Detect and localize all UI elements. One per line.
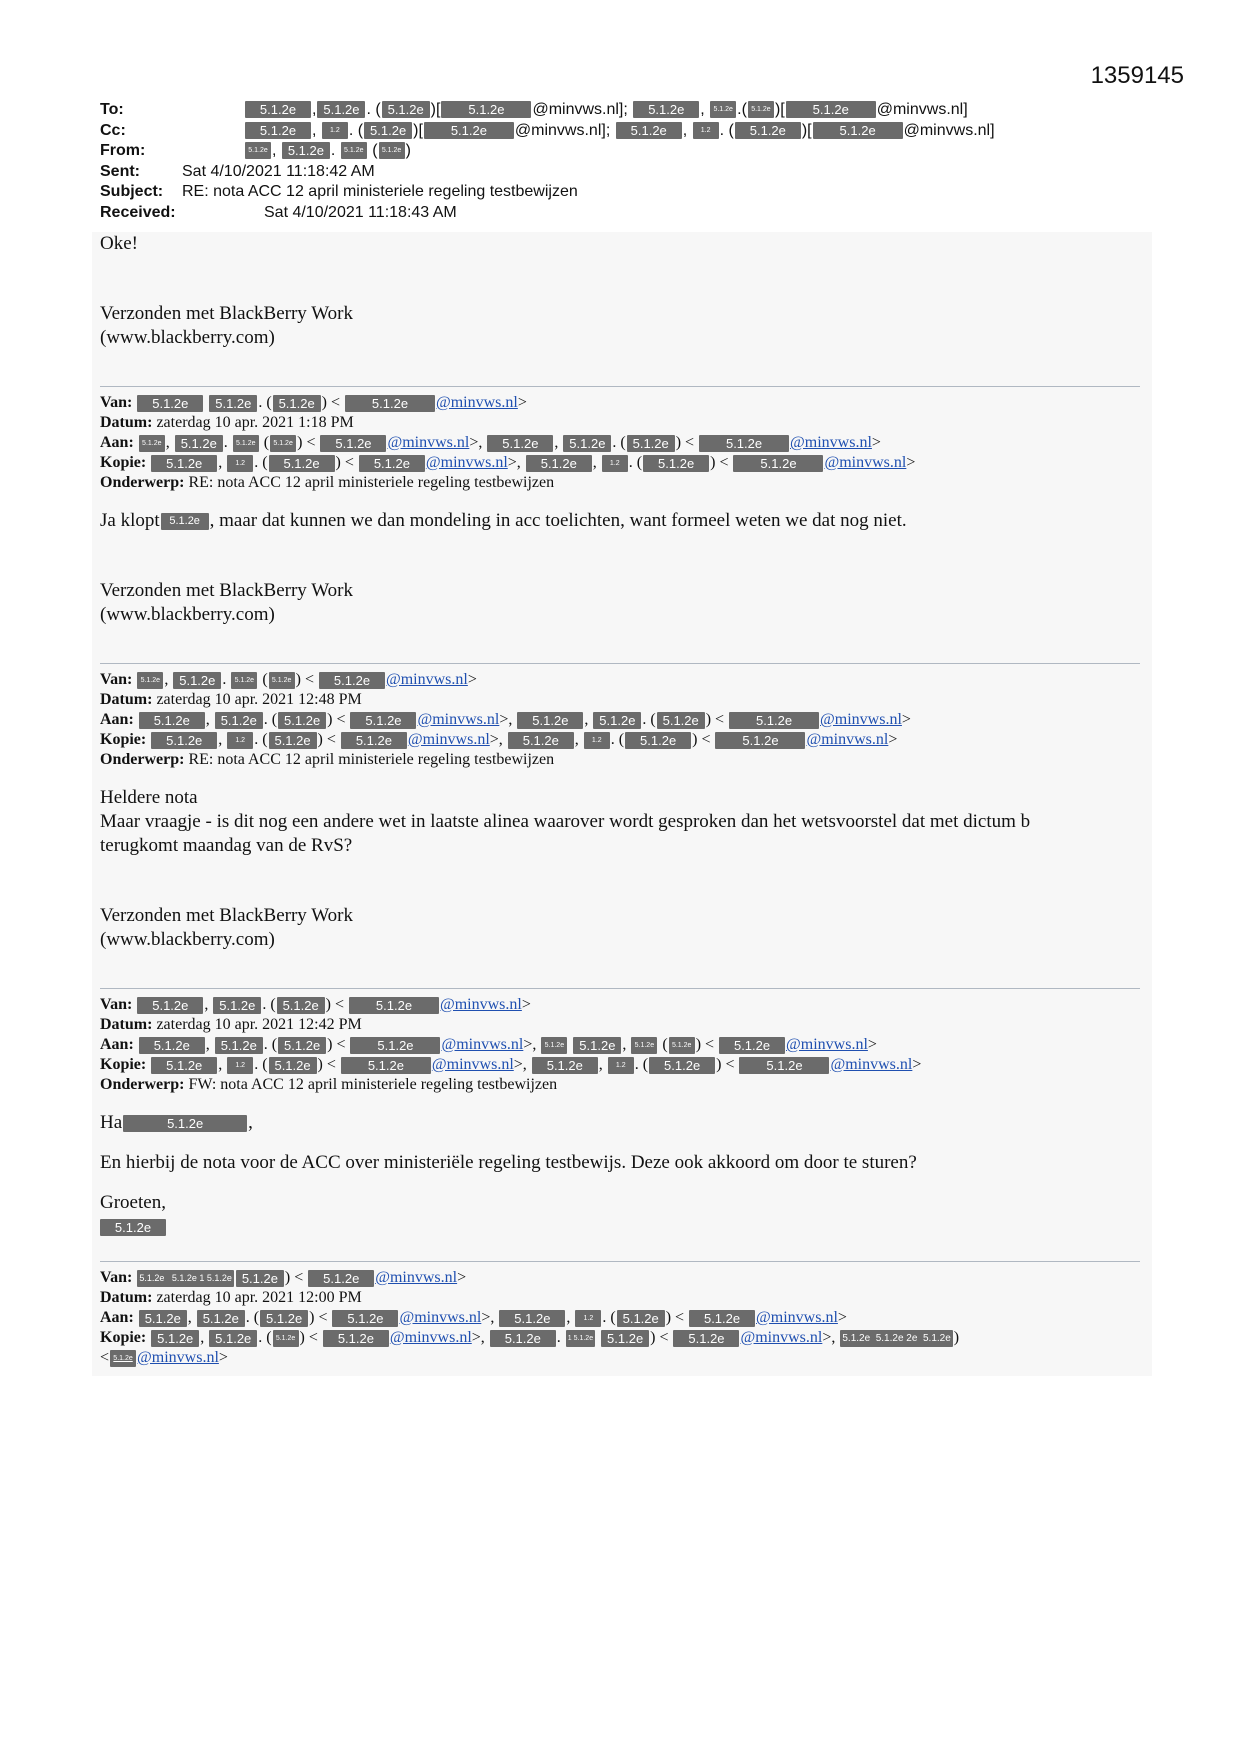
message-body: Ja klopt 5.1.2e , maar dat kunnen we dan mondeling in acc toelichten, want formeel weten we dat nog niet. — [100, 510, 907, 531]
mobile-footer-url: (www.blackberry.com) — [100, 604, 275, 625]
redaction: 5.1.2e — [173, 672, 221, 689]
redaction: 5.1.2e — [269, 672, 295, 689]
redaction: 5.1.2e — [786, 101, 876, 118]
field-value: zaterdag 10 apr. 2021 12:48 PM — [156, 691, 362, 708]
email-link[interactable]: @minvws.nl — [387, 434, 470, 451]
redaction: 5.1.2e — [563, 435, 611, 452]
redaction: 5.1.2e — [277, 997, 325, 1014]
redaction: 5.1.2e — [379, 142, 405, 159]
redaction: 5.1.2e — [137, 672, 163, 689]
redaction: 5.1.2e — [715, 732, 805, 749]
message-body: En hierbij de nota voor de ACC over ministeriële regeling testbewijs. Deze ook akkoord om door te sturen? — [100, 1152, 917, 1173]
redaction: 5.1.2e — [245, 101, 311, 118]
redaction: 5.1.2e — [739, 1057, 829, 1074]
redaction: 5.1.2e — [573, 1037, 621, 1054]
email-link[interactable]: @minvws.nl — [436, 394, 518, 411]
email-link[interactable]: @minvws.nl — [137, 1349, 219, 1366]
quoted-message-header — [92, 670, 1152, 770]
header-line: Aan: 5.1.2e , 5.1.2e . ( 5.1.2e ) < 5.1.2e @minvws.nl>, 5.1.2e , 1.2 . ( 5.1.2e ) < 5.1.2e @minvws.nl> — [100, 1309, 847, 1326]
redaction: 5.1.2e — [233, 435, 259, 452]
from-label: From: — [100, 142, 146, 159]
redaction: 5.1.2e — [110, 1350, 136, 1367]
redaction: 5.1.2e — [245, 142, 271, 159]
redaction: 5.1.2e — [735, 122, 801, 139]
field-label: Kopie: — [100, 731, 147, 748]
redaction: 5.1.2e — [151, 732, 217, 749]
redaction: 5.1.2e — [278, 712, 326, 729]
email-link[interactable]: @minvws.nl — [407, 731, 490, 748]
redaction: 1.2 — [227, 732, 253, 749]
redaction: 5.1.2e — [541, 1037, 567, 1054]
subject-row — [100, 182, 1150, 203]
email-link[interactable]: @minvws.nl — [441, 1036, 524, 1053]
redaction: 1.2 — [227, 1057, 253, 1074]
field-value: zaterdag 10 apr. 2021 1:18 PM — [156, 414, 354, 431]
redaction: 5.1.2e — [627, 435, 675, 452]
field-value: RE: nota ACC 12 april ministeriele regeling testbewijzen — [188, 751, 555, 768]
redaction: 5.1.2e — [710, 101, 736, 118]
header-line: Van: 5.1.2e , 5.1.2e . ( 5.1.2e ) < 5.1.2e @minvws.nl> — [100, 996, 531, 1013]
field-label: Aan: — [100, 1036, 134, 1053]
redaction: 5.1.2e — [175, 435, 223, 452]
redaction: 1.2 — [608, 1057, 634, 1074]
header-line: Van: 5.1.2e 5.1.2e . ( 5.1.2e ) < 5.1.2e @minvws.nl> — [100, 394, 527, 411]
field-label: Van: — [100, 671, 133, 688]
redaction: 5.1.2e — [631, 1037, 657, 1054]
redaction: 5.1.2e — [139, 435, 165, 452]
redaction: 5.1.2e — [350, 1037, 440, 1054]
sent-row — [100, 162, 1150, 183]
mobile-footer: Verzonden met BlackBerry Work — [100, 303, 353, 324]
redaction: 5.1.2e — [278, 1037, 326, 1054]
redaction: 5.1.2e — [215, 712, 263, 729]
email-link[interactable]: @minvws.nl — [820, 711, 902, 728]
email-link[interactable]: @minvws.nl — [389, 1329, 472, 1346]
to-domain: @minvws.nl] — [876, 101, 968, 118]
redaction: 5.1.2e — [282, 142, 330, 159]
header-line — [100, 1288, 1152, 1308]
redaction: 1 5.1.2e — [566, 1330, 595, 1347]
redaction: 5.1.2e — [161, 513, 209, 530]
field-label: Aan: — [100, 1309, 134, 1326]
to-domain: @minvws.nl]; — [532, 101, 628, 118]
field-label: Van: — [100, 394, 133, 411]
redaction: 5.1.2e — [532, 1057, 598, 1074]
field-label: Kopie: — [100, 454, 147, 471]
redaction: 5.1.2e — [209, 1330, 257, 1347]
field-label: Kopie: — [100, 1329, 147, 1346]
subject-value: RE: nota ACC 12 april ministeriele regeling testbewijzen — [182, 183, 578, 200]
redaction: 5.1.2e — [719, 1037, 785, 1054]
email-link[interactable]: @minvws.nl — [786, 1036, 868, 1053]
email-link[interactable]: @minvws.nl — [425, 454, 508, 471]
redaction: 1.2 — [584, 732, 610, 749]
redaction: 5.1.2e — [215, 1037, 263, 1054]
redaction: 5.1.2e — [151, 1330, 199, 1347]
header-line: Aan: 5.1.2e , 5.1.2e . ( 5.1.2e ) < 5.1.2e @minvws.nl>, 5.1.2e , 5.1.2e . ( 5.1.2e ) < 5.1.2e @minvws.nl> — [100, 711, 911, 728]
redaction: 5.1.2e — [669, 1037, 695, 1054]
redaction: 5.1.2e — [364, 122, 412, 139]
cc-domain: @minvws.nl] — [903, 121, 995, 139]
redaction: 5.1.2e — [424, 122, 514, 139]
header-line — [100, 1075, 1152, 1095]
field-label: Datum: — [100, 1016, 153, 1033]
redaction: 5.1.2e — [699, 435, 789, 452]
redaction: 5.1.2e — [231, 672, 257, 689]
redaction: 5.1.2e — [270, 435, 296, 452]
redaction: 5.1.2e — [733, 455, 823, 472]
email-link[interactable]: @minvws.nl — [375, 1269, 458, 1286]
field-label: Van: — [100, 996, 133, 1013]
redaction: 5.1.2e — [616, 122, 682, 139]
redaction: 5.1.2e — [441, 101, 531, 118]
quoted-message-header — [92, 1268, 1152, 1368]
redaction: 5.1.2e — [382, 101, 430, 118]
field-value: zaterdag 10 apr. 2021 12:00 PM — [156, 1289, 362, 1306]
email-link[interactable]: @minvws.nl — [431, 1056, 514, 1073]
cc-label: Cc: — [100, 121, 126, 139]
redaction: 5.1.2e — [649, 1057, 715, 1074]
redaction: 5.1.2e — [617, 1310, 665, 1327]
redaction: 5.1.2e — [657, 712, 705, 729]
field-value: zaterdag 10 apr. 2021 12:42 PM — [156, 1016, 362, 1033]
redaction: 5.1.2e — [151, 455, 217, 472]
email-link[interactable]: @minvws.nl — [386, 671, 468, 688]
email-link[interactable]: @minvws.nl — [399, 1309, 482, 1326]
redaction: 5.1.2e — [323, 1330, 389, 1347]
redaction: 5.1.2e — [139, 1037, 205, 1054]
header-line: Kopie: 5.1.2e , 1.2 . ( 5.1.2e ) < 5.1.2e @minvws.nl>, 5.1.2e , 1.2 . ( 5.1.2e ) < 5.1.2e @minvws.nl> — [100, 454, 916, 471]
redaction: 5.1.2e — [601, 1330, 649, 1347]
email-link[interactable]: @minvws.nl — [417, 711, 500, 728]
field-label: Onderwerp: — [100, 1076, 185, 1093]
reply-text: Oke! — [100, 233, 138, 254]
header-line: Van: 5.1.2e 5.1.2e 1 5.1.2e 5.1.2e ) < 5.1.2e @minvws.nl> — [100, 1269, 467, 1286]
field-label: Aan: — [100, 434, 134, 451]
redaction: 5.1.2e — [813, 122, 903, 139]
redaction: 5.1.2e — [209, 395, 257, 412]
redaction: 5.1.2e — [273, 1330, 299, 1347]
redaction: 5.1.2e — [526, 455, 592, 472]
redaction: 5.1.2e — [269, 732, 317, 749]
redaction: 5.1.2e — [139, 1310, 187, 1327]
mobile-footer-url: (www.blackberry.com) — [100, 327, 275, 348]
to-row: To: 5.1.2e , 5.1.2e . ( 5.1.2e )[ 5.1.2e @minvws.nl]; 5.1.2e , 5.1.2e .( 5.1.2e )[ 5.1.2e @minvws.nl] — [100, 100, 1150, 121]
redaction: 1.2 — [322, 122, 348, 139]
redaction: 5.1.2e — [151, 1057, 217, 1074]
field-label: Datum: — [100, 414, 153, 431]
mobile-footer: Verzonden met BlackBerry Work — [100, 580, 353, 601]
field-label: Datum: — [100, 691, 153, 708]
email-link[interactable]: @minvws.nl — [824, 454, 907, 471]
redaction: 5.1.2e — [245, 122, 311, 139]
document-number: 1359145 — [1090, 62, 1184, 89]
header-line — [100, 690, 1152, 710]
cc-domain: @minvws.nl]; — [514, 121, 611, 139]
redaction: 5.1.2e — [100, 1219, 166, 1236]
header-line — [100, 750, 1152, 770]
redaction: 5.1.2e — [517, 712, 583, 729]
redaction: 1.2 — [227, 455, 253, 472]
greeting: Ha 5.1.2e , — [100, 1112, 253, 1133]
redaction: 5.1.2e — [625, 732, 691, 749]
sent-label: Sent: — [100, 162, 140, 180]
field-label: Aan: — [100, 711, 134, 728]
redaction: 5.1.2e — [341, 1057, 431, 1074]
email-link[interactable]: @minvws.nl — [806, 731, 889, 748]
redaction: 5.1.2e — [308, 1270, 374, 1287]
received-value: Sat 4/10/2021 11:18:43 AM — [264, 203, 457, 221]
redaction: 5.1.2e — [320, 435, 386, 452]
field-value: RE: nota ACC 12 april ministeriele regeling testbewijzen — [188, 474, 555, 491]
separator — [100, 386, 1140, 387]
message-body: terugkomt maandag van de RvS? — [100, 835, 353, 856]
redaction: 1.2 — [693, 122, 719, 139]
message-body: Maar vraagje - is dit nog een andere wet in laatste alinea waarover wordt gesproken dan het wetsvoorstel dat met dictum b — [100, 811, 1031, 832]
redaction: 1.2 — [602, 455, 628, 472]
redaction: 5.1.2e 5.1.2e 1 5.1.2e — [137, 1270, 234, 1287]
redaction: 5.1.2e — [487, 435, 553, 452]
header-line — [100, 413, 1152, 433]
header-line: Aan: 5.1.2e , 5.1.2e . ( 5.1.2e ) < 5.1.2e @minvws.nl>, 5.1.2e 5.1.2e , 5.1.2e ( 5.1.2e ) < 5.1.2e @minvws.nl> — [100, 1036, 877, 1053]
header-line: Kopie: 5.1.2e , 1.2 . ( 5.1.2e ) < 5.1.2e @minvws.nl>, 5.1.2e , 1.2 . ( 5.1.2e ) < 5.1.2e @minvws.nl> — [100, 731, 898, 748]
redaction: 5.1.2e — [332, 1310, 398, 1327]
redaction: 5.1.2e — [490, 1330, 556, 1347]
received-row — [100, 203, 1150, 224]
redaction: 5.1.2e — [236, 1270, 284, 1287]
email-link[interactable]: @minvws.nl — [790, 434, 872, 451]
redaction: 5.1.2e — [748, 101, 774, 118]
redaction: 5.1.2e — [729, 712, 819, 729]
email-link[interactable]: @minvws.nl — [440, 996, 522, 1013]
header-line — [100, 473, 1152, 493]
received-label: Received: — [100, 203, 176, 221]
quoted-message-header — [92, 995, 1152, 1095]
redaction: 5.1.2e — [341, 142, 367, 159]
header-line: < 5.1.2e @minvws.nl> — [100, 1349, 228, 1366]
to-label: To: — [100, 101, 124, 118]
email-header — [100, 100, 1150, 223]
sent-value: Sat 4/10/2021 11:18:42 AM — [182, 162, 375, 180]
email-link[interactable]: @minvws.nl — [830, 1056, 913, 1073]
redaction: 1.2 — [575, 1310, 601, 1327]
redaction: 5.1.2e — [499, 1310, 565, 1327]
quoted-message-header — [92, 393, 1152, 493]
cc-row: Cc: 5.1.2e , 1.2 . ( 5.1.2e )[ 5.1.2e @minvws.nl]; 5.1.2e , 1.2 . ( 5.1.2e )[ 5.1.2e @minvws.nl] — [100, 121, 1150, 142]
header-line — [100, 1015, 1152, 1035]
field-label: Onderwerp: — [100, 751, 185, 768]
field-label: Kopie: — [100, 1056, 147, 1073]
redaction: 5.1.2e — [269, 455, 335, 472]
redaction: 5.1.2e — [350, 712, 416, 729]
redaction: 5.1.2e — [349, 997, 439, 1014]
message-body: Heldere nota — [100, 787, 198, 808]
header-line: Van: 5.1.2e , 5.1.2e . 5.1.2e ( 5.1.2e ) < 5.1.2e @minvws.nl> — [100, 671, 477, 688]
mobile-footer: Verzonden met BlackBerry Work — [100, 905, 353, 926]
redaction: 5.1.2e — [359, 455, 425, 472]
header-line: Kopie: 5.1.2e , 5.1.2e . ( 5.1.2e ) < 5.1.2e @minvws.nl>, 5.1.2e . 1 5.1.2e 5.1.2e ) < 5.1.2e @minvws.nl>, 5.1.2e 5.1.2e 2e 5.1.2e ) — [100, 1329, 960, 1346]
redaction: 5.1.2e — [123, 1115, 247, 1132]
separator — [100, 988, 1140, 989]
redaction: 5.1.2e — [273, 395, 321, 412]
redaction: 5.1.2e — [260, 1310, 308, 1327]
email-link[interactable]: @minvws.nl — [740, 1329, 823, 1346]
mobile-footer-url: (www.blackberry.com) — [100, 929, 275, 950]
redaction: 5.1.2e — [643, 455, 709, 472]
redaction: 5.1.2e — [345, 395, 435, 412]
redaction: 5.1.2e — [319, 672, 385, 689]
signature — [100, 1215, 1152, 1239]
redaction: 5.1.2e — [633, 101, 699, 118]
redaction: 5.1.2e — [197, 1310, 245, 1327]
field-label: Datum: — [100, 1289, 153, 1306]
email-link[interactable]: @minvws.nl — [756, 1309, 838, 1326]
closing: Groeten, — [100, 1192, 166, 1213]
redaction: 5.1.2e 5.1.2e 2e 5.1.2e — [840, 1330, 952, 1347]
redaction: 5.1.2e — [317, 101, 365, 118]
from-row: From: 5.1.2e , 5.1.2e . 5.1.2e ( 5.1.2e ) — [100, 141, 1150, 162]
redaction: 5.1.2e — [139, 712, 205, 729]
separator — [100, 1261, 1140, 1262]
redaction: 5.1.2e — [213, 997, 261, 1014]
header-line: Aan: 5.1.2e , 5.1.2e . 5.1.2e ( 5.1.2e ) < 5.1.2e @minvws.nl>, 5.1.2e , 5.1.2e . ( 5.1.2e ) < 5.1.2e @minvws.nl> — [100, 434, 881, 451]
separator — [100, 663, 1140, 664]
redaction: 5.1.2e — [137, 997, 203, 1014]
field-value: FW: nota ACC 12 april ministeriele regeling testbewijzen — [188, 1076, 558, 1093]
field-label: Van: — [100, 1269, 133, 1286]
field-label: Onderwerp: — [100, 474, 185, 491]
redaction: 5.1.2e — [137, 395, 203, 412]
redaction: 5.1.2e — [673, 1330, 739, 1347]
subject-label: Subject: — [100, 183, 164, 200]
email-thread — [92, 232, 1152, 1376]
redaction: 5.1.2e — [341, 732, 407, 749]
redaction: 5.1.2e — [689, 1310, 755, 1327]
header-line: Kopie: 5.1.2e , 1.2 . ( 5.1.2e ) < 5.1.2e @minvws.nl>, 5.1.2e , 1.2 . ( 5.1.2e ) < 5.1.2e @minvws.nl> — [100, 1056, 922, 1073]
redaction: 5.1.2e — [269, 1057, 317, 1074]
redaction: 5.1.2e — [508, 732, 574, 749]
redaction: 5.1.2e — [593, 712, 641, 729]
